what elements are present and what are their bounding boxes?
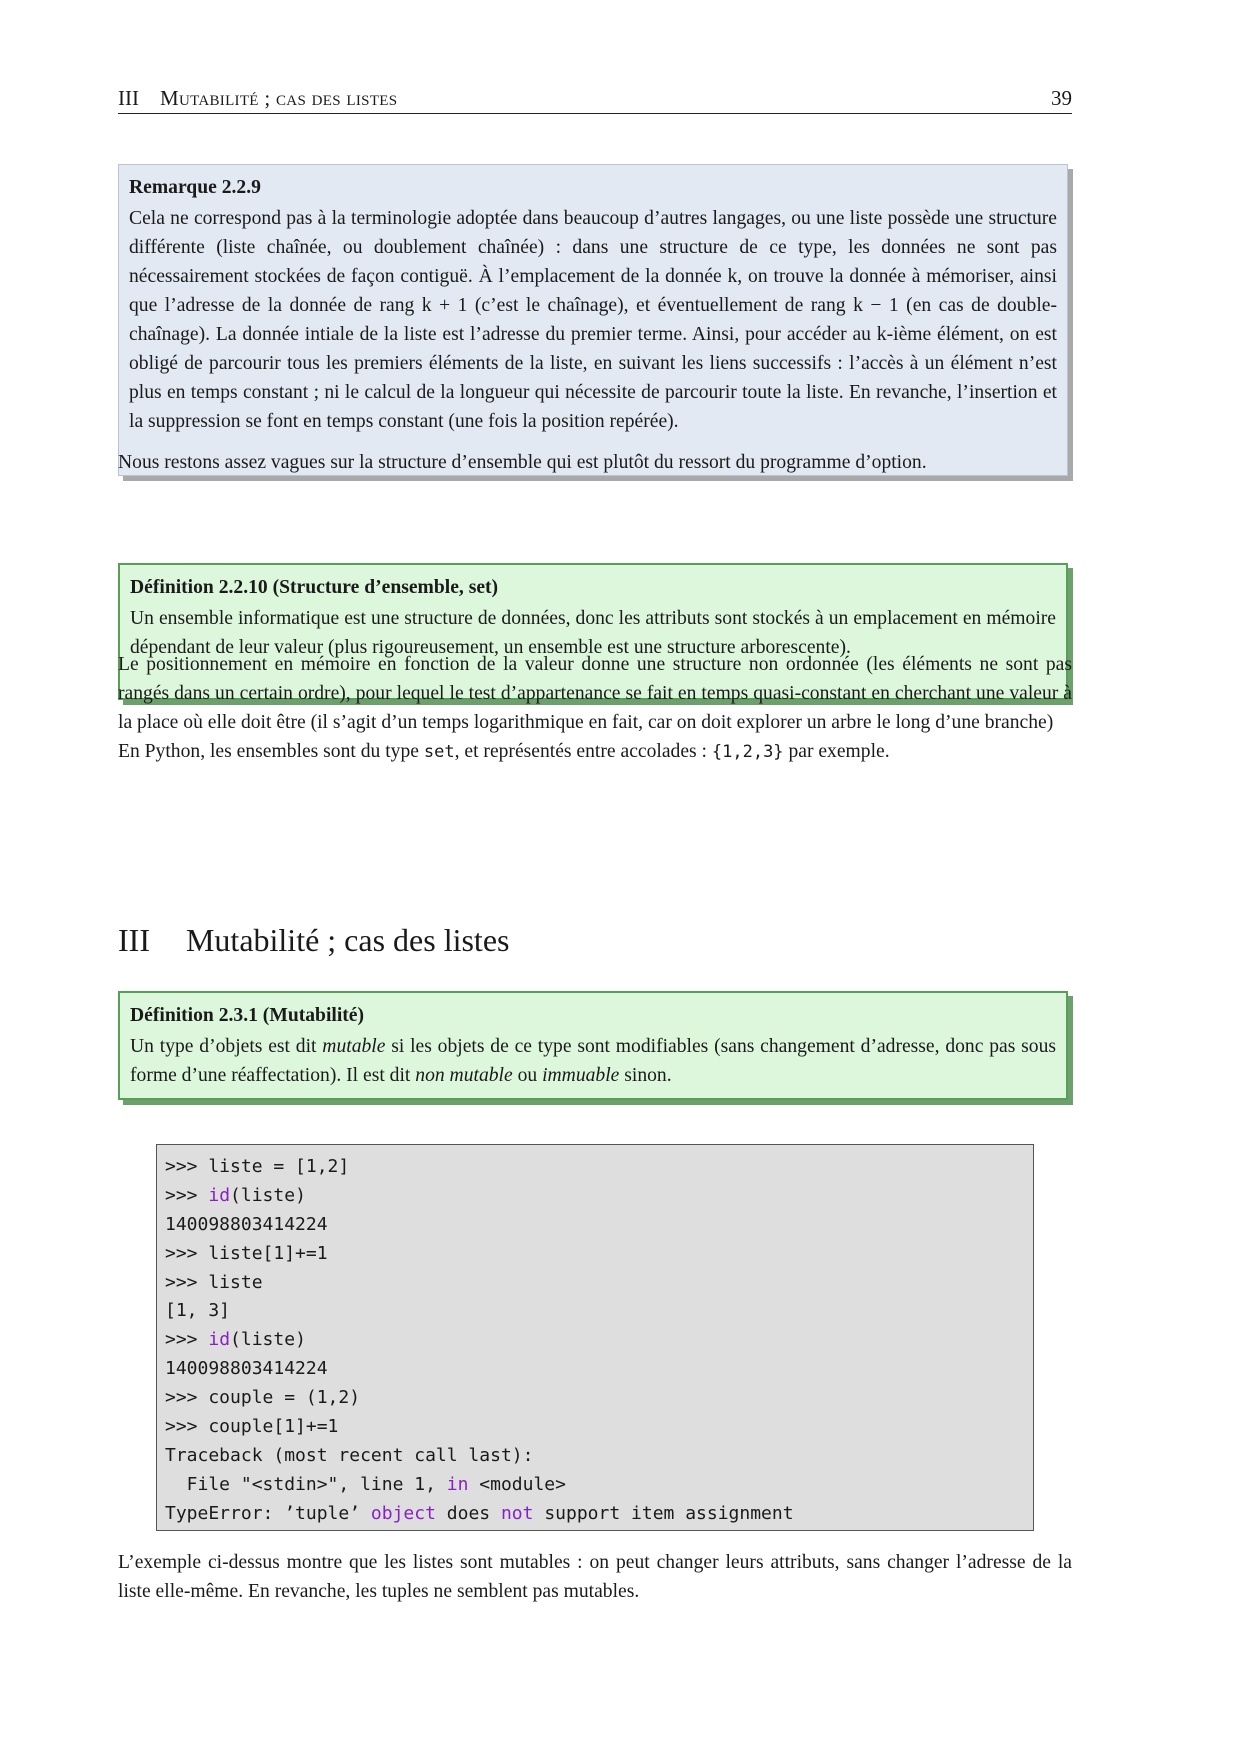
text-fragment: par exemple. (783, 741, 890, 762)
paragraph-python-sets (118, 737, 1072, 767)
code-text: TypeError: ’tuple’ (165, 1502, 371, 1524)
paragraph-set-positioning (118, 650, 1072, 767)
inline-code-set: set (423, 742, 455, 762)
code-line: >>> liste (165, 1271, 263, 1293)
text-fragment: Un type d’objets est dit (130, 1036, 323, 1057)
section-number: III (118, 922, 150, 958)
text-fragment: sinon. (619, 1065, 672, 1086)
paragraph-intro-sets (118, 448, 1072, 477)
code-line (165, 1471, 1025, 1500)
header-section-label: III (118, 86, 139, 110)
code-line: >>> couple[1]+=1 (165, 1416, 339, 1438)
definition-set-title: Définition 2.2.10 (Structure d’ensemble, set) (130, 577, 499, 598)
code-text: File "<stdin>", line 1, (165, 1473, 447, 1495)
remark-title: Remarque 2.2.9 (129, 177, 261, 198)
remark-body: Cela ne correspond pas à la terminologie adoptée dans beaucoup d’autres langages, ou une liste possède une structure différente (liste chaînée, ou doublement chaînée) : dans une structure de ce type, les données ne sont pas nécessairement stockées de façon contiguë. À l’emplacement de la donnée k, on trouve la donnée à mémoriser, ainsi que l’adresse de la donnée de rang k + 1 (c’est le chaînage), et éventuellement de rang k − 1 (en cas de double-chaînage). La donnée intiale de la liste est l’adresse du premier terme. Ainsi, pour accéder au k-ième élément, on est obligé de parcourir tous les premiers éléments de la liste, en suivant les liens successifs : l’accès à un élément n’est plus en temps constant ; ni le calcul de la longueur qui nécessite de parcourir toute la liste. En revanche, l’insertion et la suppression se font en temps constant (une fois la position repérée). (129, 208, 1057, 432)
emphasis: mutable (322, 1036, 386, 1057)
inline-code-example: {1,2,3} (711, 742, 784, 762)
code-text: >>> (165, 1184, 209, 1206)
code-text: (liste) (230, 1184, 306, 1206)
definition-mutability-body (130, 1032, 1056, 1090)
text-fragment: si les objets de ce type sont modifiables (sans changement d’adresse, donc pas sous forme d’une réaffectation). Il est dit (130, 1036, 1056, 1086)
code-line: [1, 3] (165, 1300, 231, 1322)
text-fragment: , et représentés entre accolades : (454, 741, 712, 762)
page-number: 39 (1051, 86, 1072, 110)
paragraph-text: Nous restons assez vagues sur la structure d’ensemble qui est plutôt du ressort du programme d’option. (118, 452, 927, 473)
definition-set-body: Un ensemble informatique est une structure de données, donc les attributs sont stockés à un emplacement en mémoire dépendant de leur valeur (plus rigoureusement, un ensemble est une structure arborescente). (130, 608, 1056, 658)
code-text: (liste) (230, 1329, 306, 1351)
definition-mutability-title: Définition 2.3.1 (Mutabilité) (130, 1005, 365, 1026)
code-text: <module> (468, 1473, 566, 1495)
remark-box (118, 164, 1068, 476)
running-header (118, 86, 1072, 114)
text-fragment: ou (512, 1065, 543, 1086)
code-text: support item assignment (533, 1502, 794, 1524)
code-text: does (435, 1502, 501, 1524)
paragraph-conclusion (118, 1548, 1072, 1606)
definition-mutability-box (118, 991, 1068, 1100)
code-keyword: object (370, 1502, 436, 1524)
code-keyword: id (208, 1329, 231, 1351)
code-keyword: not (500, 1502, 534, 1524)
emphasis: non mutable (415, 1065, 513, 1086)
code-line: 140098803414224 (165, 1358, 328, 1380)
code-line: >>> couple = (1,2) (165, 1387, 361, 1409)
code-line: >>> liste[1]+=1 (165, 1242, 328, 1264)
code-line (165, 1500, 1025, 1529)
emphasis: immuable (542, 1065, 620, 1086)
code-line: 140098803414224 (165, 1213, 328, 1235)
code-line: >>> liste = [1,2] (165, 1156, 350, 1177)
code-line (165, 1326, 1025, 1355)
header-section (118, 86, 397, 111)
code-keyword: id (208, 1184, 231, 1206)
paragraph-text: Le positionnement en mémoire en fonction de la valeur donne une structure non ordonnée (les éléments ne sont pas rangés dans un certain ordre), pour lequel le test d’appartenance se fait en temps quasi-constant en cherchant une valeur à la place où elle doit être (il s’agit d’un temps logarithmique en fait, car on doit explorer un arbre le long d’une branche) (118, 654, 1072, 733)
code-text: >>> (165, 1329, 209, 1351)
code-listing (156, 1144, 1034, 1531)
code-line: Traceback (most recent call last): (165, 1444, 534, 1466)
text-fragment: En Python, les ensembles sont du type (118, 741, 424, 762)
section-heading (118, 922, 509, 959)
code-line (165, 1182, 1025, 1211)
code-keyword: in (446, 1473, 469, 1495)
section-title: Mutabilité ; cas des listes (185, 922, 510, 958)
header-section-title: Mutabilité ; cas des listes (159, 86, 398, 110)
paragraph-text: L’exemple ci-dessus montre que les listes sont mutables : on peut changer leurs attributs, sans changer l’adresse de la liste elle-même. En revanche, les tuples ne semblent pas mutables. (118, 1552, 1072, 1602)
